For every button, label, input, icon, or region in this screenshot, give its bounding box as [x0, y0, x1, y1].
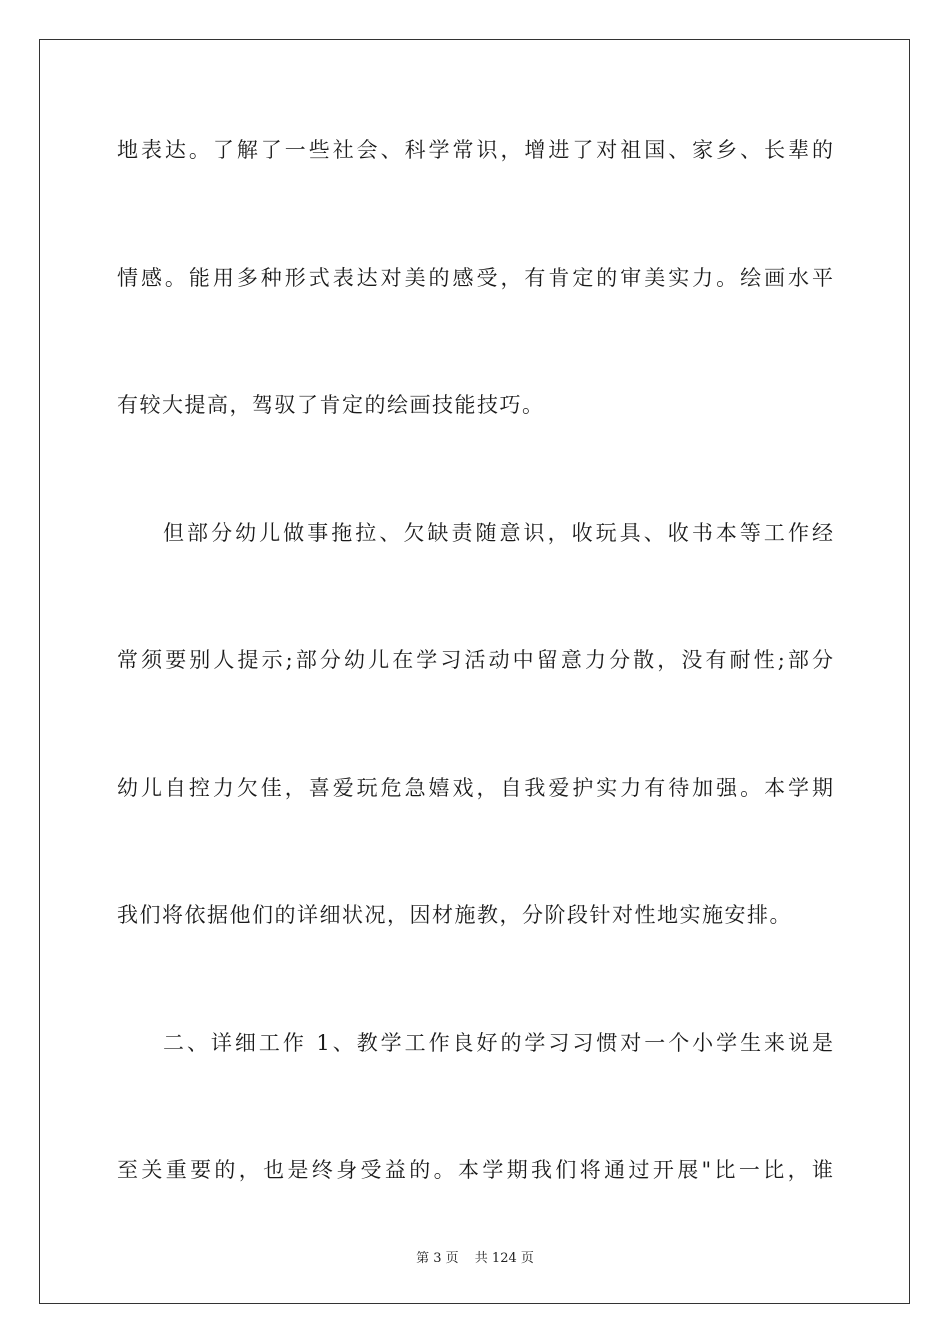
text-line: 二、详细工作 1、教学工作良好的学习习惯对一个小学生来说是 — [163, 1031, 833, 1055]
text-line: 幼儿自控力欠佳，喜爱玩危急嬉戏，自我爱护实力有待加强。本学期 — [117, 776, 833, 800]
text-line: 情感。能用多种形式表达对美的感受，有肯定的审美实力。绘画水平 — [117, 266, 833, 290]
text-line: 我们将依据他们的详细状况，因材施教，分阶段针对性地实施安排。 — [117, 903, 792, 927]
text-line: 有较大提高，驾驭了肯定的绘画技能技巧。 — [117, 393, 545, 417]
text-line: 常须要别人提示;部分幼儿在学习活动中留意力分散，没有耐性;部分 — [117, 648, 833, 672]
total-pages: 共 124 页 — [474, 1251, 534, 1266]
text-line: 至关重要的，也是终身受益的。本学期我们将通过开展"比一比，谁 — [117, 1158, 833, 1182]
page-number: 第 3 页 — [416, 1251, 459, 1266]
text-line: 地表达。了解了一些社会、科学常识，增进了对祖国、家乡、长辈的 — [117, 138, 833, 162]
page-footer — [0, 1247, 950, 1266]
text-line: 但部分幼儿做事拖拉、欠缺责随意识，收玩具、收书本等工作经 — [163, 521, 833, 545]
